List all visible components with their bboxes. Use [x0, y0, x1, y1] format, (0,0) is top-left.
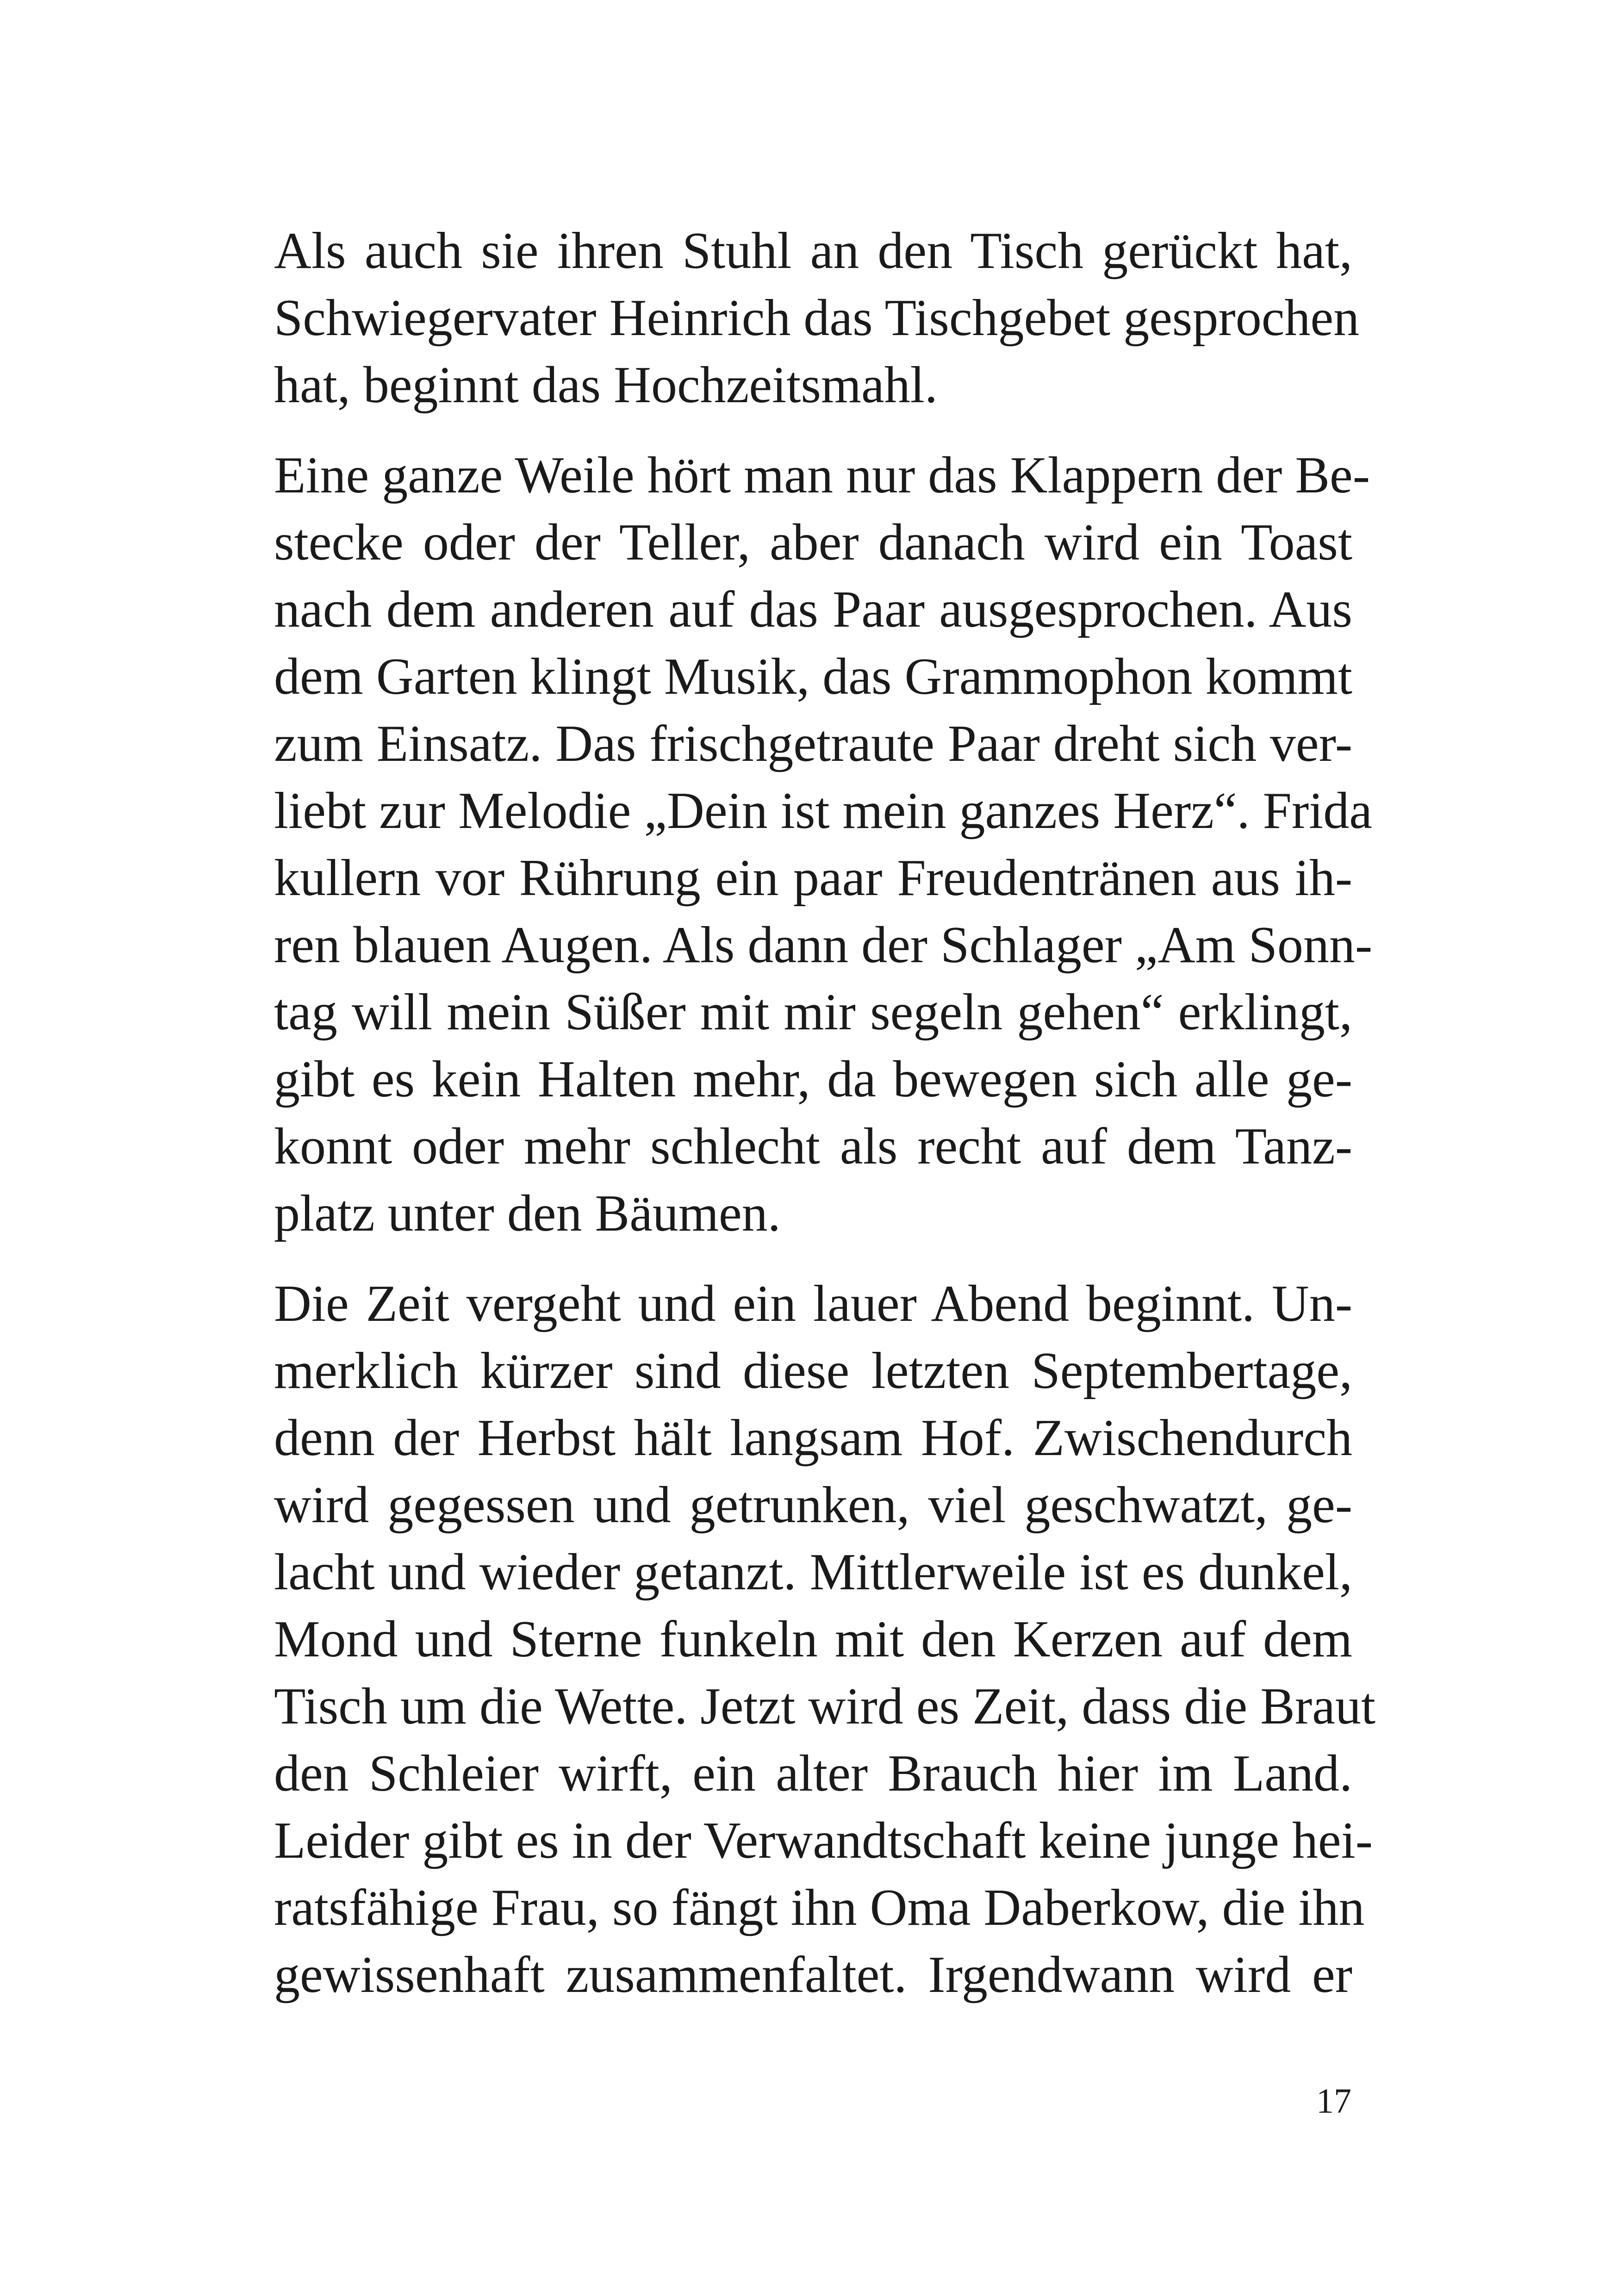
text-line: gewissenhaft zusammenfaltet. Irgendwann wird er [274, 1946, 1352, 2004]
paragraph [274, 218, 1360, 419]
text-line: kullern vor Rührung ein paar Freudentränen aus ih- [274, 849, 1352, 907]
text-line: hat, beginnt das Hochzeitsmahl. [274, 356, 938, 414]
text-line: nach dem anderen auf das Paar ausgesprochen. Aus [274, 581, 1352, 638]
text-line: den Schleier wirft, ein alter Brauch hier im Land. [274, 1745, 1352, 1802]
text-line: ratsfähige Frau, so fängt ihn Oma Daberkow, die ihn [274, 1879, 1365, 1936]
text-line: platz unter den Bäumen. [274, 1185, 781, 1242]
text-line: Als auch sie ihren Stuhl an den Tisch gerückt hat, [274, 222, 1352, 280]
text-line: Schwiegervater Heinrich das Tischgebet gesprochen [274, 289, 1360, 347]
text-line: dem Garten klingt Musik, das Grammophon kommt [274, 648, 1352, 705]
text-line: lacht und wieder getanzt. Mittlerweile ist es dunkel, [274, 1543, 1352, 1601]
text-line: Die Zeit vergeht und ein lauer Abend beginnt. Un- [274, 1275, 1352, 1332]
paragraph [274, 1270, 1375, 2009]
text-line: ren blauen Augen. Als dann der Schlager „Am Sonn- [274, 916, 1373, 974]
text-line: Tisch um die Wette. Jetzt wird es Zeit, dass die Braut [274, 1678, 1375, 1735]
text-line: liebt zur Melodie „Dein ist mein ganzes Herz“. Frida [274, 782, 1372, 840]
text-line: gibt es kein Halten mehr, da bewegen sich alle ge- [274, 1051, 1352, 1108]
paragraph [274, 442, 1373, 1247]
text-line: Mond und Sterne funkeln mit den Kerzen auf dem [274, 1611, 1352, 1668]
text-line: Leider gibt es in der Verwandtschaft keine junge hei- [274, 1812, 1373, 1869]
text-line: zum Einsatz. Das frischgetraute Paar dreht sich ver- [274, 715, 1352, 772]
text-line: tag will mein Süßer mit mir segeln gehen“ erklingt, [274, 983, 1352, 1041]
text-line: stecke oder der Teller, aber danach wird ein Toast [274, 514, 1352, 571]
text-line: denn der Herbst hält langsam Hof. Zwischendurch [274, 1409, 1352, 1467]
text-line: konnt oder mehr schlecht als recht auf dem Tanz- [274, 1118, 1352, 1175]
body-text [274, 218, 1375, 2032]
text-line: merklich kürzer sind diese letzten Septembertage, [274, 1342, 1352, 1400]
text-line: wird gegessen und getrunken, viel geschwatzt, ge- [274, 1476, 1352, 1534]
text-line: Eine ganze Weile hört man nur das Klappern der Be- [274, 447, 1370, 504]
page-number: 17 [1316, 2082, 1351, 2121]
